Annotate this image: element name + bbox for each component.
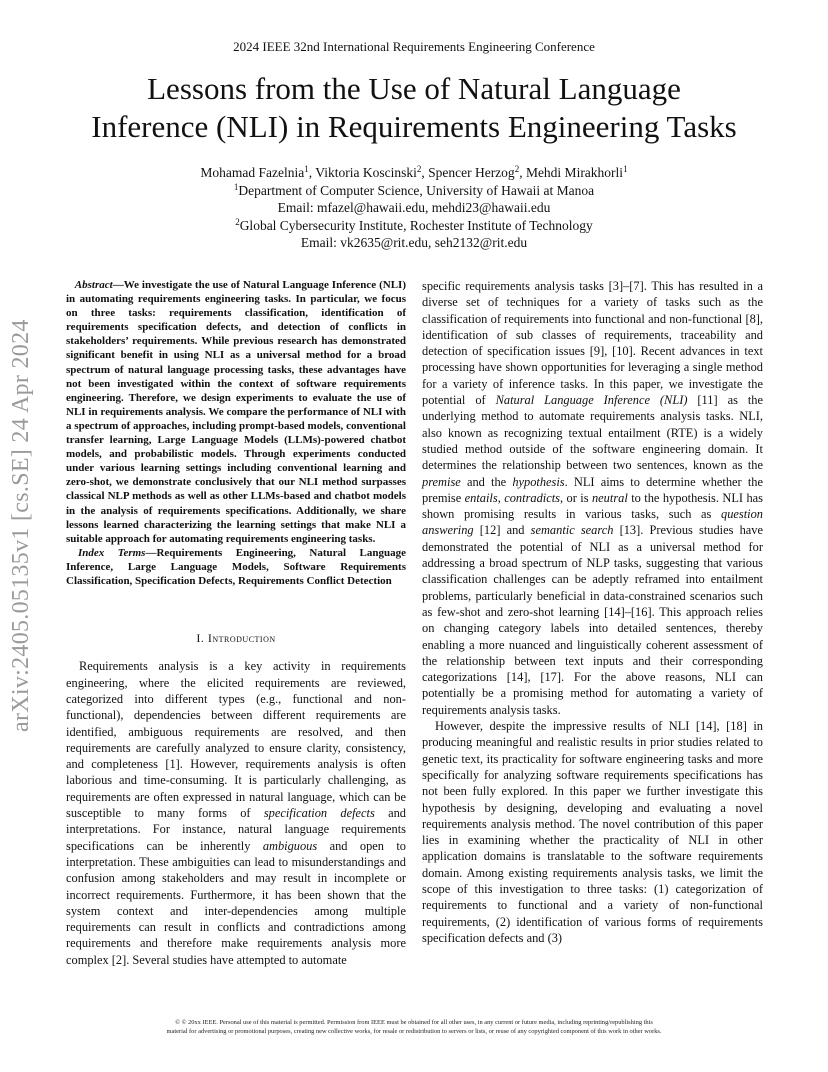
emphasis: entails bbox=[464, 490, 498, 505]
text-run: and open to interpretation. These ambiguities can lead to misunderstandings and confusion among stakeholders and may result in incomplete or incorrect requirements. Furthermore, it has been shown that the system context and inter-dependencies among multiple requirements can result in conflicts and contradictions among requirements and therefore make requirements analysis more complex [2]. Several studies have attempted to automate bbox=[66, 838, 406, 967]
emphasis: Natural Language Inference (NLI) bbox=[495, 393, 688, 408]
email-1: Email: mfazel@hawaii.edu, mehdi23@hawaii.edu bbox=[277, 200, 551, 215]
author-block bbox=[40, 164, 788, 252]
intro-paragraph-1 bbox=[66, 658, 406, 968]
author-names: Mohamad Fazelnia$^1$, Viktoria Koscinski$^2$, Spencer Herzog$^2$, Mehdi Mirakhorli$^1$ bbox=[200, 164, 628, 180]
emphasis: premise bbox=[422, 474, 461, 489]
affiliation-2 bbox=[40, 217, 788, 235]
affiliation-mark: 2 bbox=[235, 216, 240, 227]
conference-header: 2024 IEEE 32nd International Requirements Engineering Conference bbox=[233, 39, 595, 54]
text-run: specific requirements analysis tasks [3]–[7]. This has resulted in a diverse set of techniques for a variety of tasks such as the classification of requirements into functional and non-functional [8], identification of sub classes of requirements, traceability and detection of specification issues [9], [10]. Recent advances in text processing have shown opportunities for leveraging a single method for a variety of inference tasks. In this paper, we investigate the potential of bbox=[422, 279, 763, 408]
emphasis: semantic search bbox=[530, 523, 614, 538]
author-affiliation-mark: 1 bbox=[304, 164, 309, 174]
section-title: Introduction bbox=[207, 631, 276, 646]
copyright-footer bbox=[110, 1018, 718, 1036]
author-name: Viktoria Koscinski bbox=[315, 165, 417, 180]
author-name: Spencer Herzog bbox=[428, 165, 515, 180]
text-run: . NLI aims to determine whether the premise bbox=[422, 474, 763, 505]
intro-paragraph-2: However, despite the impressive results of NLI [14], [18] in producing meaningful and realistic results in prior studies related to genetic text, its practicality for software engineering tasks and more specifically for analyzing software requirements specifications has not been fully explored. In this paper we further investigate this hypothesis by designing, developing and evaluating a novel requirements analysis method. The novel contribution of this paper lies in examining whether the practicality of NLI in other application domains is translatable to the software requirements domain. Among existing requirements analysis tasks, we limit the scope of this investigation to three tasks: (1) categorization of requirements to functional and a variety of non-functional requirements, (2) identification of various forms of requirements specification defects and (3) bbox=[422, 719, 763, 945]
emphasis: contradicts bbox=[504, 490, 560, 505]
index-terms-label: Index Terms bbox=[78, 546, 146, 559]
author-affiliation-mark: 1 bbox=[623, 164, 628, 174]
emphasis: ambiguous bbox=[262, 838, 318, 853]
text-run: and interpretations. For instance, natural language requirements specifications can be inherently bbox=[66, 806, 406, 853]
title-line-1: Lessons from the Use of Natural Language bbox=[147, 71, 681, 106]
emphasis: specification defects bbox=[263, 806, 375, 821]
section-heading bbox=[66, 630, 406, 646]
footer-line-2: material for advertising or promotional purposes, creating new collective works, for resale or redistribution to servers or lists, or reuse of any copyrighted component of this work in other works. bbox=[166, 1028, 662, 1035]
author-affiliation-mark: 2 bbox=[514, 164, 520, 174]
abstract-label: Abstract bbox=[74, 279, 113, 291]
paper-title bbox=[40, 70, 788, 146]
abstract bbox=[66, 278, 406, 546]
affiliation-text: Global Cybersecurity Institute, Rochester Institute of Technology bbox=[239, 217, 593, 233]
affiliation-text: Department of Computer Science, University of Hawaii at Manoa bbox=[238, 182, 595, 198]
author-name: Mohamad Fazelnia bbox=[200, 165, 305, 180]
emphasis: question answering bbox=[422, 507, 763, 538]
footer-line-1: © © 20xx IEEE. Personal use of this material is permitted. Permission from IEEE must be obtained for all other uses, in any current or future media, including reprinting/republishing this bbox=[175, 1019, 653, 1026]
text-run: , or is bbox=[560, 490, 592, 505]
text-run: to the hypothesis. NLI has shown promising results in various tasks, such as bbox=[422, 490, 763, 522]
index-terms-text: —Requirements Engineering, Natural Language Inference, Large Language Models, Software Requirements Classification, Specification Defects, Requirements Conflict Detection bbox=[66, 546, 406, 587]
abstract-text: —We investigate the use of Natural Language Inference (NLI) in automating requirements engineering tasks. In particular, we focus on three tasks: requirements classification, identification of requirements specification defects, and detection of conflicts in stakeholders’ requirements. While previous research has demonstrated significant benefit in using NLI as a universal method for a broad spectrum of natural language processing tasks, these advantages have not been investigated within the context of software requirements engineering. Therefore, we design experiments to evaluate the use of NLI in requirements analysis. We compare the performance of NLI with a spectrum of approaches, including prompt-based models, conventional transfer learning, Large Language Models (LLMs)-powered chatbot models, and probabilistic models. Through experiments conducted under various learning settings including conventional learning and zero-shot, we demonstrate conclusively that our NLI method surpasses classical NLP methods as well as other LLMs-based and chatbot models in the analysis of requirements specifications. Additionally, we share lessons learned characterizing the learning settings that make NLI a suitable approach for automating requirements engineering tasks. bbox=[66, 279, 407, 545]
arxiv-stamp: arXiv:2405.05135v1 [cs.SE] 24 Apr 2024 bbox=[8, 319, 34, 732]
author-affiliation-mark: 2 bbox=[416, 164, 422, 174]
affiliation-mark: 1 bbox=[233, 181, 239, 192]
text-run: [11] as the underlying method to automate requirements analysis tasks. NLI, also known as recognizing textual entailment (RTE) is a widely studied method outside of the software engineering domain. It determines the relationship between two sentences, known as the bbox=[422, 393, 763, 473]
author-name: Mehdi Mirakhorli bbox=[525, 165, 624, 180]
text-run: Requirements analysis is a key activity in requirements engineering, where the elicited requirements are reviewed, categorized into different types (e.g., functional and non-functional), dependencies between different requirements are identified, ambiguous requirements are resolved, and then requirements are carefully analyzed to ensure clarity, consistency, and completeness [1]. However, requirements analysis is often laborious and time-consuming. It is particularly challenging, as requirements are often expressed in natural language, which can be susceptible to many forms of bbox=[66, 659, 406, 821]
title-line-2: Inference (NLI) in Requirements Engineering Tasks bbox=[91, 109, 737, 144]
emphasis: neutral bbox=[591, 490, 628, 505]
right-column bbox=[422, 278, 763, 946]
intro-paragraph-1-continued bbox=[422, 278, 763, 718]
index-terms bbox=[66, 546, 406, 588]
text-run: , bbox=[497, 490, 505, 505]
left-column bbox=[66, 278, 406, 968]
text-run: [13]. Previous studies have demonstrated the potential of NLI as a universal method for addressing a broad spectrum of NLP tasks, suggesting that various classification challenges can be adeptly reframed into entailment problems, particularly beneficial in data-constrained scenarios such as few-shot and zero-shot learning [14]–[16]. This approach relies on changing category labels into detailed sentences, thereby enabling a more nuanced and linguistically coherent assessment of the relationship between text inputs and their corresponding categorizations [14], [17]. For the above reasons, NLI can potentially be a promising method for automating a variety of requirements analysis tasks. bbox=[422, 523, 763, 717]
text-run: and the bbox=[460, 474, 513, 489]
text-run: [12] and bbox=[473, 523, 531, 538]
email-2: Email: vk2635@rit.edu, seh2132@rit.edu bbox=[300, 235, 528, 250]
section-number: I. bbox=[196, 631, 208, 646]
emphasis: hypothesis bbox=[512, 474, 565, 489]
affiliation-1 bbox=[40, 182, 788, 200]
